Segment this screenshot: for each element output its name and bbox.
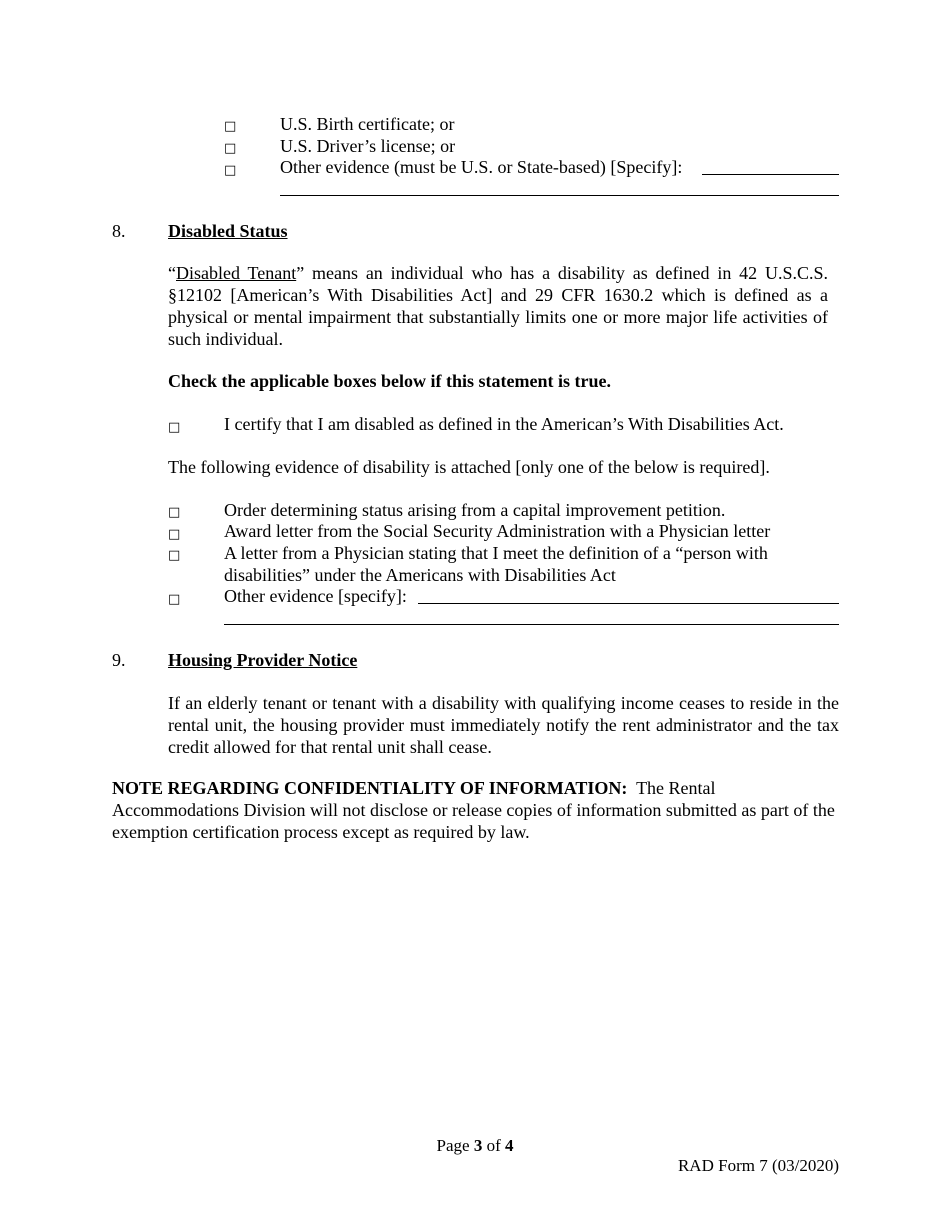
definition-text: ” means an individual who has a disability as defined in 42 U.S.C.S. §12102 [American’s With Disabilities Act] and 29 CFR 1630.2 which is defined as a physical or mental impairment that substantially limits one or more major life activities of such individual.	[168, 263, 828, 349]
page-current: 3	[473, 1136, 483, 1155]
checkbox[interactable]: □	[224, 163, 237, 178]
section-number: 8.	[112, 221, 126, 241]
specify-blank-line2[interactable]	[280, 195, 839, 196]
list-item: Other evidence (must be U.S. or State-based) [Specify]:	[280, 157, 683, 177]
page-of: of	[486, 1136, 501, 1155]
list-item: U.S. Driver’s license; or	[280, 136, 456, 156]
page-number	[0, 1135, 950, 1157]
note-label: NOTE REGARDING CONFIDENTIALITY OF INFORMATION:	[112, 778, 628, 798]
list-item: Other evidence [specify]:	[224, 586, 407, 606]
list-item: Order determining status arising from a capital improvement petition.	[224, 500, 726, 520]
evidence-intro: The following evidence of disability is attached [only one of the below is required].	[168, 457, 770, 477]
quote-open: “	[168, 263, 176, 283]
section-heading: Housing Provider Notice	[168, 650, 358, 670]
definition-paragraph	[168, 262, 828, 350]
list-item: Award letter from the Social Security Administration with a Physician letter	[224, 521, 771, 541]
notice-paragraph: If an elderly tenant or tenant with a disability with qualifying income ceases to reside in the rental unit, the housing provider must immediately notify the rent administrator and the tax credit allowed for that rental unit shall cease.	[168, 693, 839, 757]
confidentiality-note	[112, 777, 839, 843]
section-number: 9.	[112, 650, 126, 670]
checkbox[interactable]: □	[168, 505, 181, 520]
specify-blank[interactable]	[702, 174, 839, 175]
checkbox[interactable]: □	[224, 119, 237, 134]
defined-term: Disabled Tenant	[176, 263, 297, 283]
checkbox[interactable]: □	[168, 527, 181, 542]
checkbox[interactable]: □	[168, 420, 181, 435]
certify-item: I certify that I am disabled as defined in the American’s With Disabilities Act.	[224, 414, 784, 434]
check-instruction: Check the applicable boxes below if this statement is true.	[168, 371, 611, 391]
specify-blank[interactable]	[418, 603, 839, 604]
list-item: U.S. Birth certificate; or	[280, 114, 455, 134]
page-prefix: Page	[436, 1136, 470, 1155]
list-item: A letter from a Physician stating that I meet the definition of a “person with disabilities” under the Americans with Disabilities Act	[224, 543, 768, 585]
checkbox[interactable]: □	[168, 592, 181, 607]
specify-blank-line2[interactable]	[224, 624, 839, 625]
section-heading: Disabled Status	[168, 221, 288, 241]
note-body: The Rental Accommodations Division will not disclose or release copies of information submitted as part of the exemption certification process except as required by law.	[112, 778, 835, 842]
form-id: RAD Form 7 (03/2020)	[677, 1156, 839, 1175]
checkbox[interactable]: □	[224, 141, 237, 156]
page-total: 4	[504, 1136, 514, 1155]
checkbox[interactable]: □	[168, 548, 181, 563]
